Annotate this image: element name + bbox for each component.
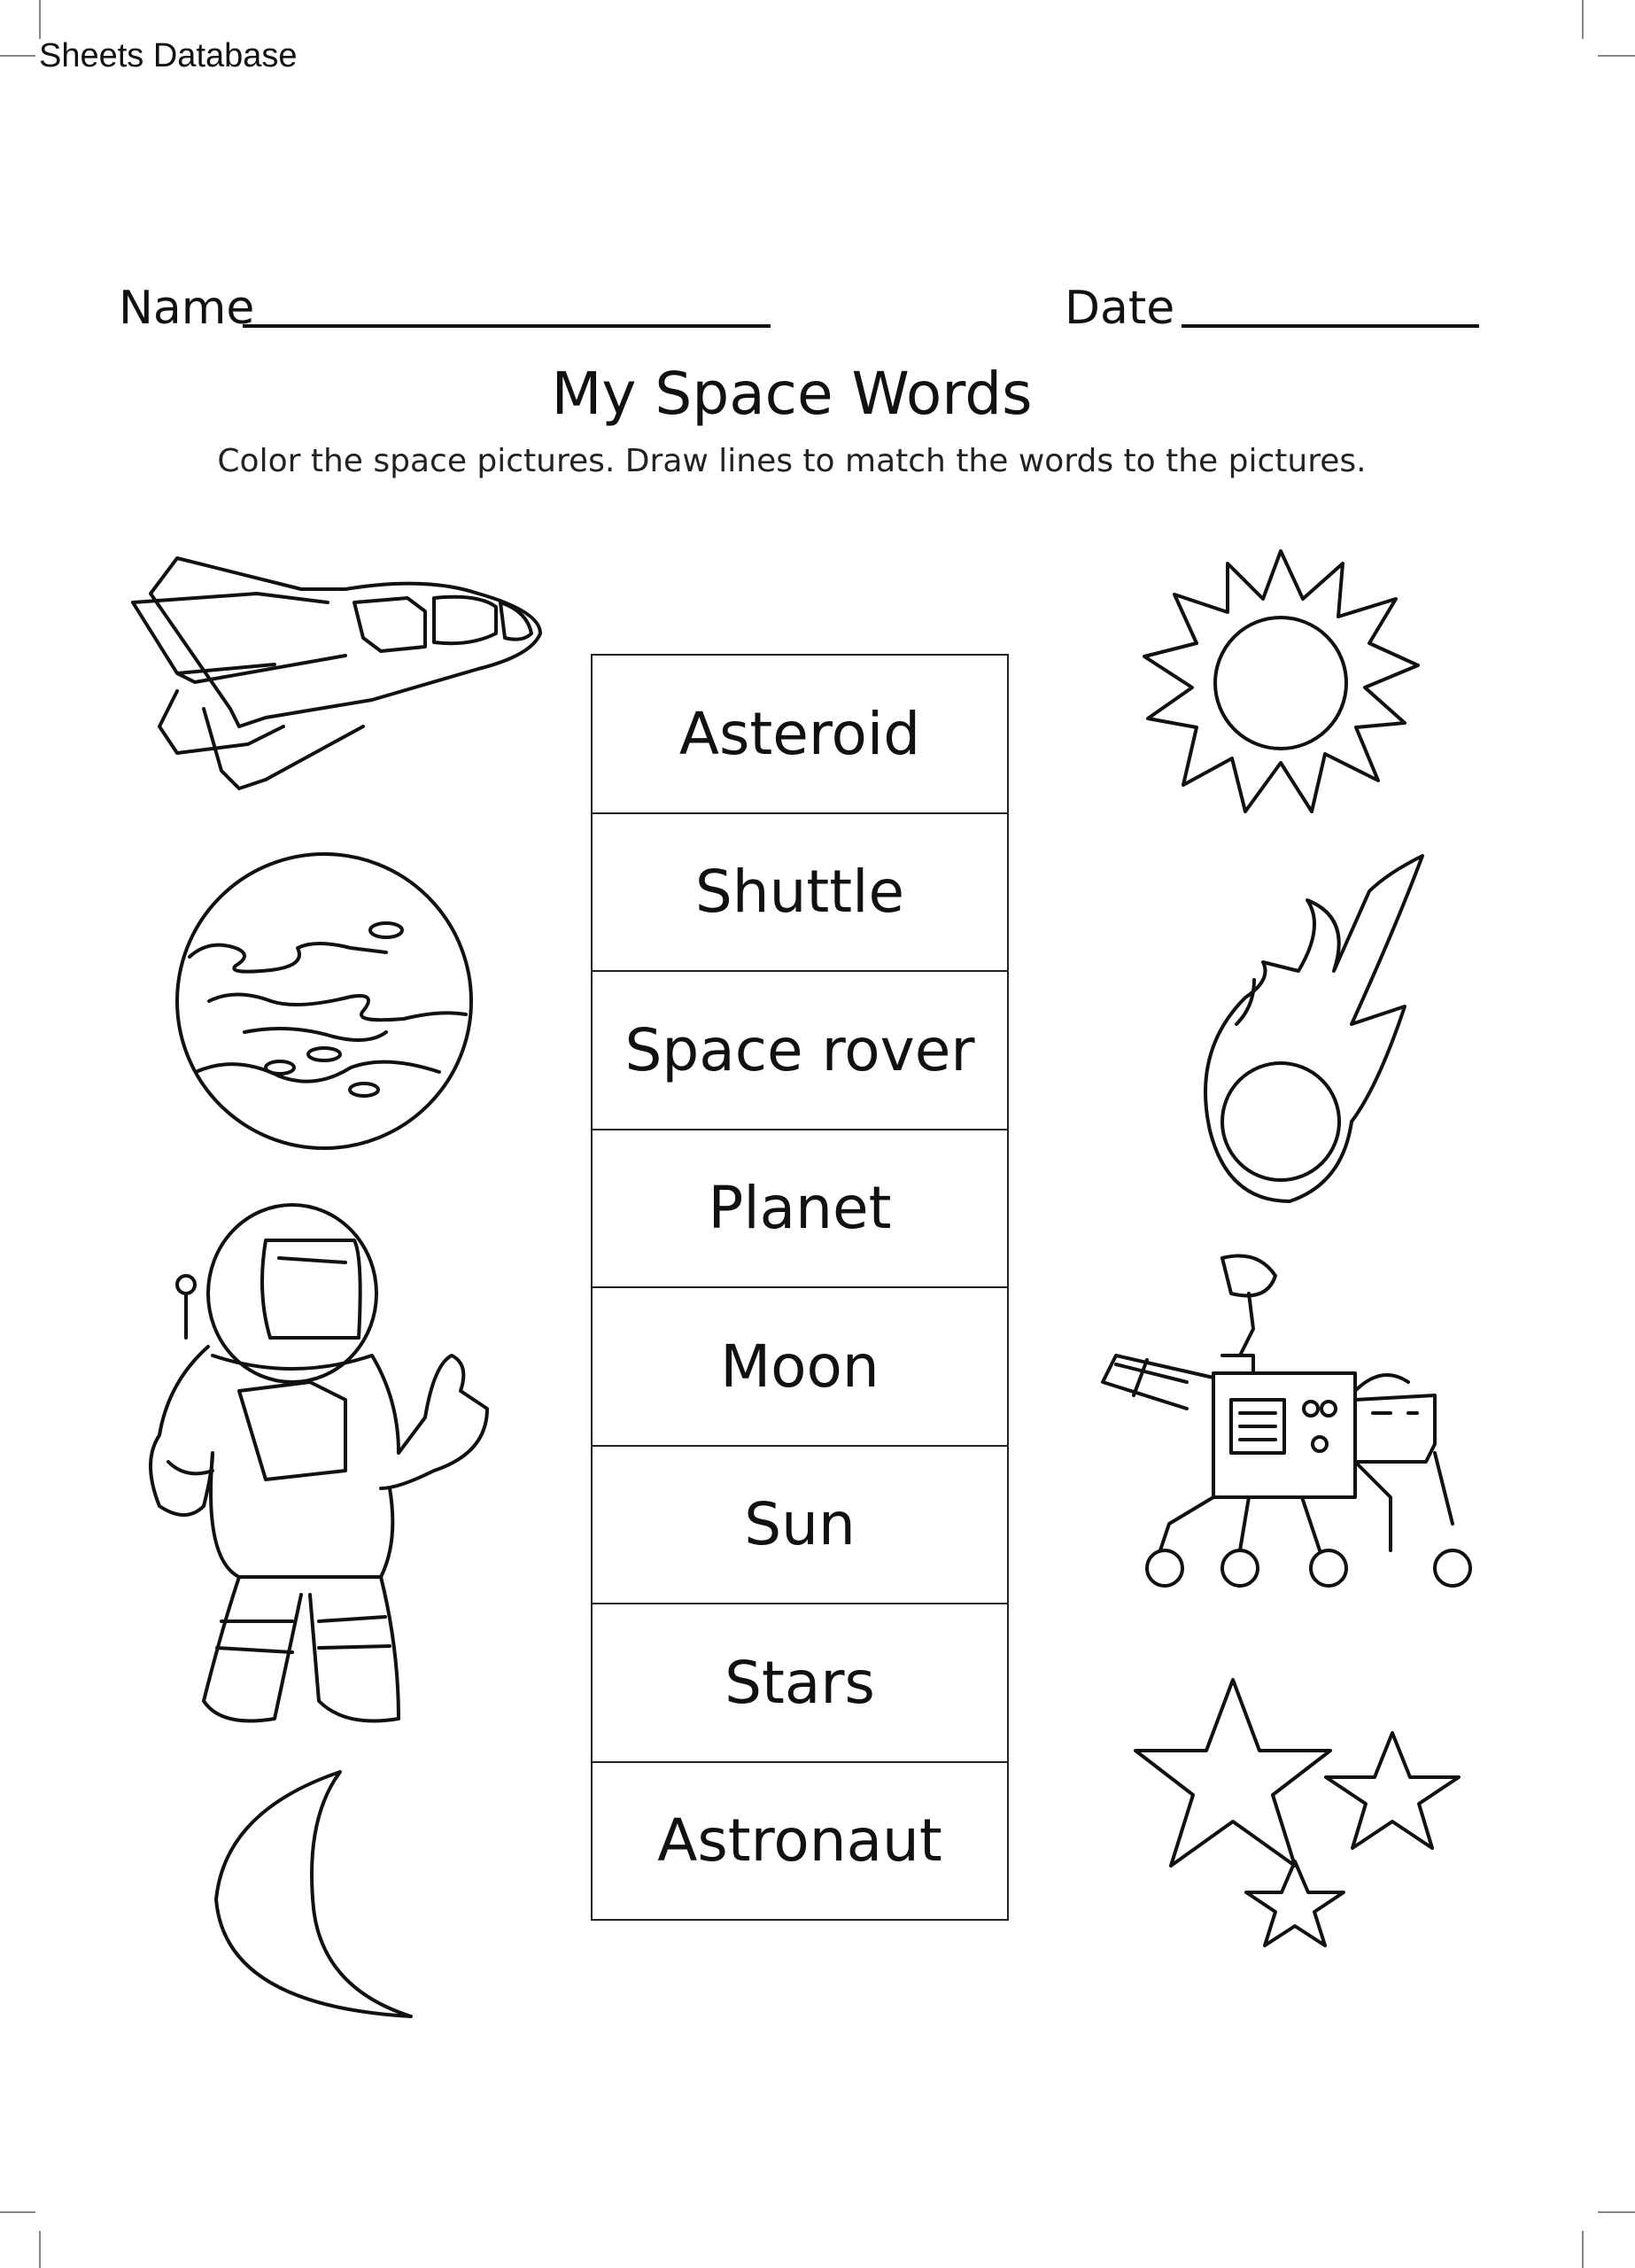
date-field[interactable] (1182, 324, 1479, 328)
stars-icon (1127, 1680, 1481, 1972)
crop-mark (39, 2231, 41, 2268)
moon-icon (207, 1767, 420, 2032)
date-label: Date (1065, 282, 1175, 335)
instructions: Color the space pictures. Draw lines to match the words to the pictures. (217, 443, 1367, 479)
shuttle-icon (124, 549, 549, 797)
word-sun: Sun (593, 1447, 1007, 1605)
crop-mark (39, 0, 41, 39)
word-asteroid: Asteroid (593, 656, 1007, 814)
word-planet: Planet (593, 1130, 1007, 1289)
astronaut-icon (133, 1205, 505, 1736)
word-shuttle: Shuttle (593, 814, 1007, 973)
name-label: Name (119, 282, 255, 335)
word-stars: Stars (593, 1604, 1007, 1763)
page-title: My Space Words (551, 360, 1033, 428)
word-astronaut: Astronaut (657, 1806, 942, 1876)
asteroid-icon (1174, 856, 1440, 1210)
crop-mark (1582, 2231, 1584, 2268)
word-moon: Moon (593, 1288, 1007, 1447)
name-field[interactable] (243, 324, 771, 328)
crop-mark (1582, 0, 1584, 39)
sun-icon (1139, 546, 1422, 820)
word-list (591, 654, 1009, 1921)
crop-mark (0, 55, 35, 57)
watermark: Sheets Database (39, 37, 298, 74)
space-rover-icon (1098, 1240, 1488, 1595)
crop-mark (1598, 2211, 1635, 2213)
planet-icon (174, 850, 475, 1152)
crop-mark (0, 2211, 35, 2213)
word-space-rover: Space rover (593, 972, 1007, 1130)
crop-mark (1598, 55, 1635, 57)
